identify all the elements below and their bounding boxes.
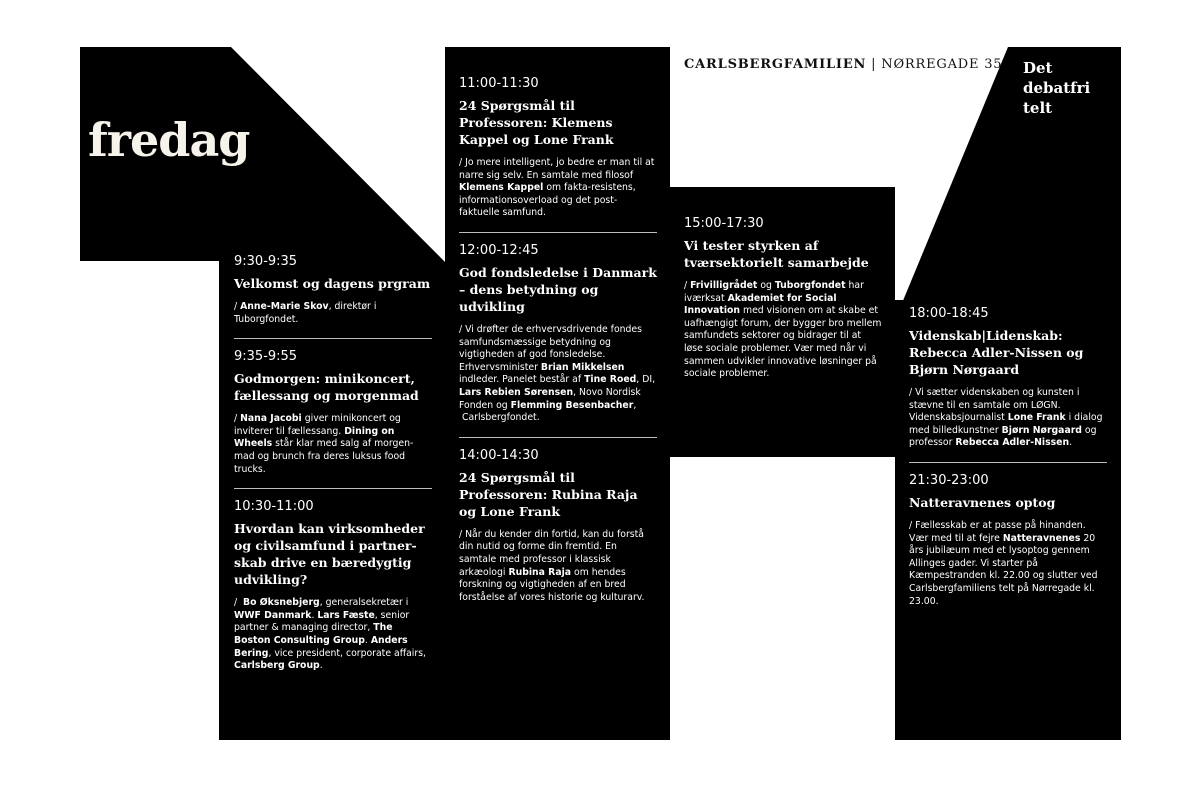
- event-title: 24 Spørgsmål til Professoren: Rubina Raja og Lone Frank: [459, 469, 638, 519]
- event-item: [909, 306, 1107, 450]
- event-time: 15:00-17:30: [684, 216, 764, 231]
- event-time: 9:35-9:55: [234, 349, 298, 365]
- event-title: 24 Spørgsmål til Professoren: Klemens Kappel og Lone Frank: [459, 98, 614, 147]
- event-item: [234, 499, 432, 673]
- event-title: Velkomst og dagens prgram: [234, 276, 431, 291]
- schedule-column-2: [459, 76, 657, 604]
- event-item: [684, 216, 882, 381]
- schedule-column-1: [234, 254, 432, 673]
- event-time: 14:00-14:30: [459, 447, 539, 463]
- event-description: / Når du kender din fortid, kan du forstå din nutid og forme din fremtid. En samtale med professor i klassisk arkæologi Rubina Raja om hendes forskning og vigtigheden af en bred forståelse af vores historie og kulturarv.: [459, 528, 645, 603]
- event-time: 21:30-23:00: [909, 472, 989, 488]
- event-description: / Frivilligrådet og Tuborgfondet har iværksat Akademiet for Social Innovation med visionen om at skabe et uafhængigt forum, der bygger bro mellem samfundets sektorer og bidrager til at løse sociale problemer. Vær med når vi sammen udvikler innovative løsninger på sociale problemer.: [684, 280, 882, 380]
- schedule-column-3: [684, 216, 882, 381]
- divider: [909, 462, 1107, 463]
- event-time: 18:00-18:45: [909, 306, 989, 321]
- header-org: CARLSBERGFAMILIEN: [684, 57, 867, 72]
- event-description: / Bo Øksnebjerg, generalsekretær i WWF Danmark. Lars Fæste, senior partner & managing director, The Boston Consulting Group. Anders Bering, vice president, corporate affairs, Carlsberg Group.: [234, 597, 427, 672]
- event-description: / Fællesskab er at passe på hinanden. Vær med til at fejre Natteravnenes 20 års jubilæum med et lysoptog gennem Allinges gader. Vi starter på Kæmpestranden kl. 22.00 og slutter ved Carlsbergfamiliens telt på Nørregade kl. 23.00.: [909, 519, 1098, 607]
- event-time: 10:30-11:00: [234, 499, 314, 515]
- header-separator: |: [871, 57, 877, 72]
- event-item: [909, 473, 1107, 608]
- divider: [234, 488, 432, 489]
- event-title: Hvordan kan virksomheder og civilsamfund i partner-skab drive en bæredygtig udvikling?: [234, 521, 425, 588]
- divider: [459, 437, 657, 438]
- event-description: / Nana Jacobi giver minikoncert og inviterer til fællessang. Dining on Wheels står klar med salg af morgen-mad og brunch fra deres luksus food trucks.: [234, 413, 414, 475]
- event-time: 11:00-11:30: [459, 76, 539, 91]
- event-item: [459, 448, 657, 605]
- divider: [459, 232, 657, 233]
- schedule-column-4: [909, 306, 1107, 608]
- event-item: [459, 243, 657, 425]
- event-time: 12:00-12:45: [459, 242, 539, 258]
- event-description: / Vi drøfter de erhvervsdrivende fondes samfundsmæssige betydning og vigtigheden af god fonsledelse. Erhvervsminister Brian Mikkelsen indleder. Panelet består af Tine Roed, DI, Lars Rebien Sørensen, Novo Nordisk Fonden og Flemming Besenbacher, Carlsbergfondet.: [459, 323, 656, 424]
- tent-title: Det debatfri telt: [1023, 59, 1091, 117]
- event-title: Natteravnenes optog: [909, 494, 1056, 510]
- event-title: God fondsledelse i Danmark – dens betydning og udvikling: [459, 264, 657, 314]
- event-description: / Anne-Marie Skov, direktør i Tuborgfondet.: [234, 301, 377, 325]
- event-description: / Vi sætter videnskaben og kunsten i stævne til en samtale om LØGN. Videnskabsjournalist Lone Frank i dialog med billedkunstner Bjørn Nørgaard og professor Rebecca Adler-Nissen.: [909, 387, 1103, 449]
- header-address: NØRREGADE 35: [881, 57, 1003, 72]
- event-item: [459, 76, 657, 220]
- event-title: Godmorgen: minikoncert, fællessang og morgenmad: [234, 371, 419, 404]
- event-description: / Jo mere intelligent, jo bedre er man til at narre sig selv. En samtale med filosof Klemens Kappel om fakta-resistens, informationsoverload og det post-faktuelle samfund.: [459, 157, 655, 219]
- event-item: [234, 254, 432, 326]
- day-title: fredag: [88, 113, 250, 167]
- event-time: 9:30-9:35: [234, 254, 298, 269]
- event-item: [234, 349, 432, 476]
- divider: [234, 338, 432, 339]
- event-title: Vi tester styrken af tværsektorielt samarbejde: [684, 238, 869, 270]
- header: [684, 57, 1002, 72]
- event-title: Videnskab|Lidenskab: Rebecca Adler-Nissen og Bjørn Nørgaard: [909, 328, 1084, 377]
